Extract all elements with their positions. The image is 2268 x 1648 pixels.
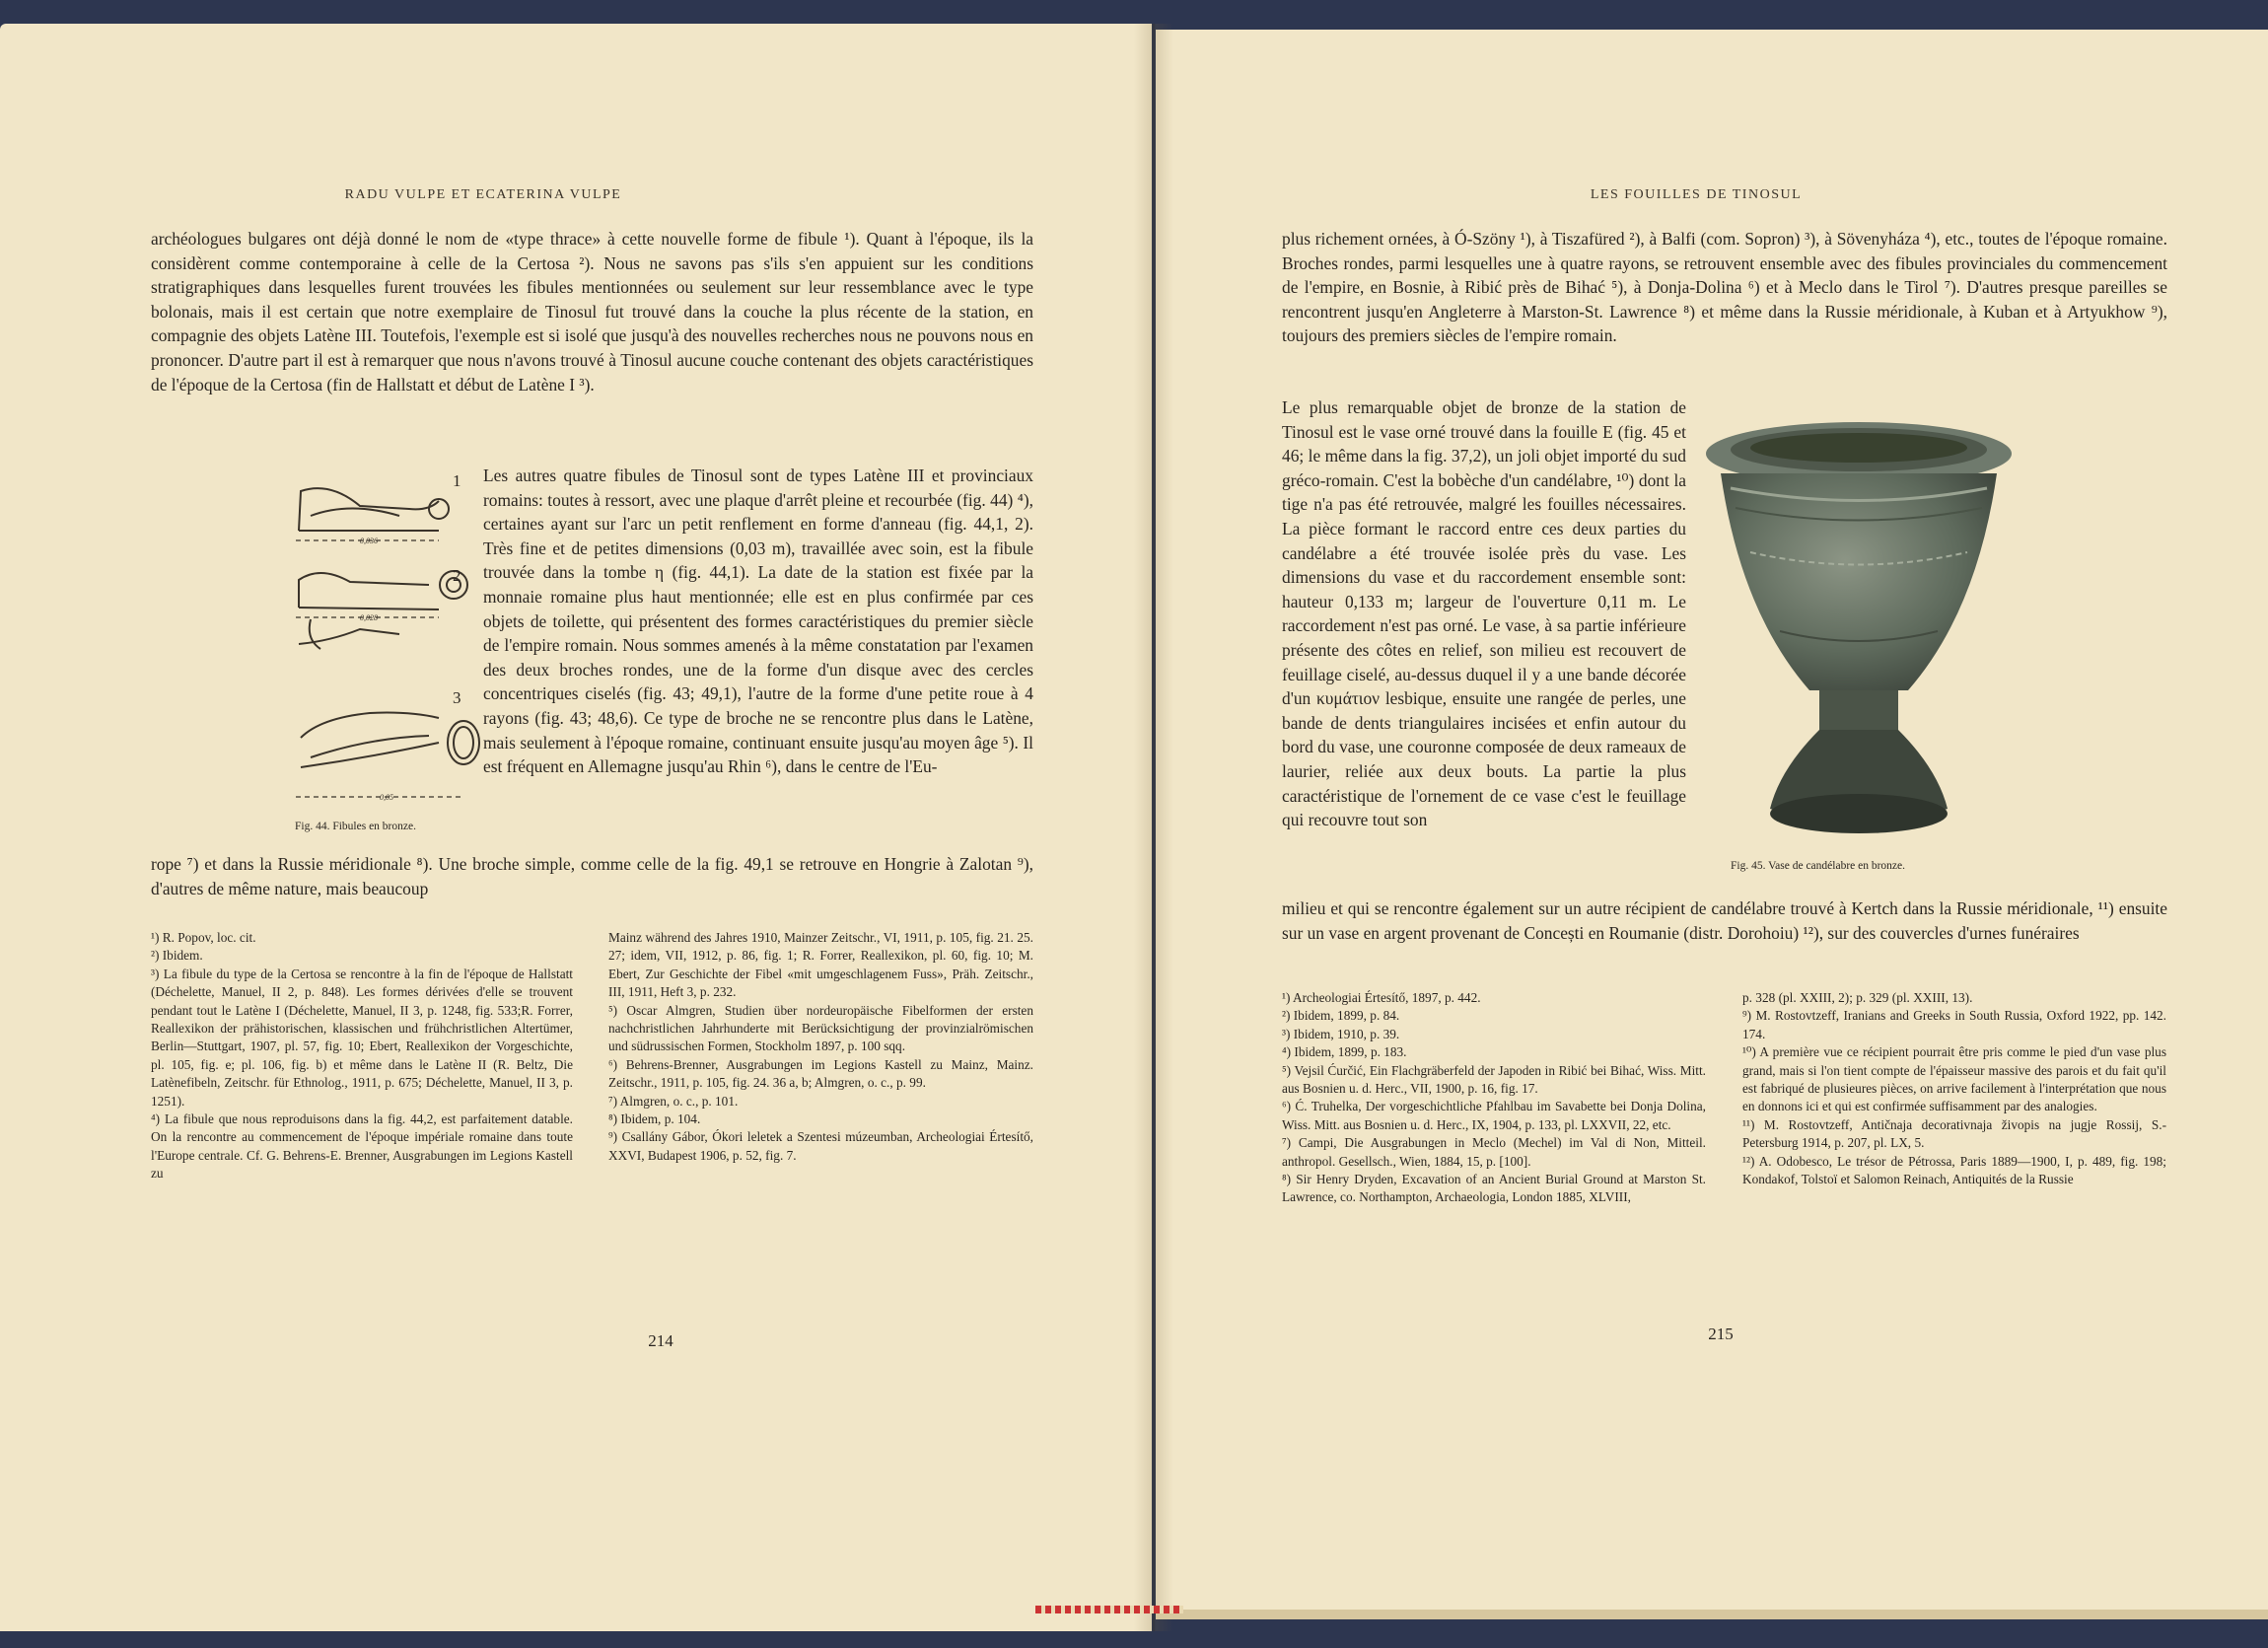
page-number-left: 214: [648, 1331, 673, 1350]
footnote: ³) La fibule du type de la Certosa se rencontre à la fin de l'époque de Hallstatt (Déchelette, Manuel, II 2, p. 848). Les formes dérivées d'elle se trouvent pendant tout le Latène I (Déchelette, Manuel, II 3, p. 1248, fig. 533;R. Forrer, Reallexikon der prähistorischen, klassischen und frühchristlichen Altertümer, Berlin—Stuttgart, 1907, pl. 57, fig. 10; Ebert, Reallexikon der Vorgeschichte, pl. 105, fig. e; pl. 106, fig. b) et même dans le Latène II (R. Beltz, Die Latènefibeln, Zeitschr. für Ethnolog., 1911, p. 675; Déchelette, Manuel, II 3, p. 1251).: [151, 966, 573, 1109]
footnote: ¹) R. Popov, loc. cit.: [151, 930, 256, 945]
footnote: ²) Ibidem.: [151, 948, 203, 964]
page-number-right: 215: [1708, 1325, 1734, 1343]
footnote: ¹²) A. Odobesco, Le trésor de Pétrossa, Paris 1889—1900, I, p. 489, fig. 198; Kondakof, Tolstoï et Salomon Reinach, Antiquités de la Russie: [1742, 1153, 2166, 1187]
figure-45-vase-photo: [1701, 414, 2017, 848]
footnote: ⁵) Oscar Almgren, Studien über nordeuropäische Fibelformen der ersten nachchristlichen Jahrhunderte mit Berücksichtigung der provinzialrömischen und südrussischen Formen, Stockholm 1897, p. 100 sqq.: [608, 1002, 1033, 1054]
footnote: Mainz während des Jahres 1910, Mainzer Zeitschr., VI, 1911, p. 105, fig. 21. 25. 27; idem, VII, 1912, p. 86, fig. 1; R. Forrer, Reallexikon, pl. 60, fig. 10; M. Ebert, Zur Geschichte der Fibel «mit umgeschlagenem Fuss», Präh. Zeitschr., III, 1911, Heft 3, p. 232.: [608, 930, 1033, 1000]
footnote: ⁶) Ć. Truhelka, Der vorgeschichtliche Pfahlbau im Savabette bei Donja Dolina, Wiss. Mitt. aus Bosnien u. d. Herc., IX, 1904, p. 133, pl. LXXVII, 22, etc.: [1282, 1099, 1706, 1132]
fig44-scale-3: 0,05: [380, 793, 393, 802]
page-edge: [1156, 1610, 2268, 1619]
footnote: ⁹) M. Rostovtzeff, Iranians and Greeks in South Russia, Oxford 1922, pp. 142. 174.: [1742, 1008, 2166, 1041]
right-footnotes-col2: [1742, 989, 2166, 1188]
footnote: ¹) Archeologiai Értesítő, 1897, p. 442.: [1282, 990, 1481, 1005]
right-body-top: plus richement ornées, à Ó-Szöny ¹), à Tiszafüred ²), à Balfi (com. Sopron) ³), à Sövenyháza ⁴), etc., toutes de l'époque romaine. Broches rondes, parmi lesquelles une à quatre rayons, se retrouvent ensemble avec des fibules provinciales du commencement de l'empire, en Bosnie, à Ribić près de Bihać ⁵), à Donja-Dolina ⁶) et à Meclo dans le Tirol ⁷). D'autres presque pareilles se rencontrent jusqu'en Angleterre à Marston-St. Lawrence ⁸) et même dans la Russie méridionale, à Kuban et à Artyukhow ⁹), toujours des premiers siècles de l'empire romain.: [1282, 229, 2167, 346]
footnote: ⁶) Behrens-Brenner, Ausgrabungen im Legions Kastell zu Mainz, Mainz. Zeitschr., 1911, p. 105, fig. 24. 36 a, b; Almgren, o. c., p. 99.: [608, 1056, 1033, 1091]
left-footnotes-col1: [151, 929, 573, 1183]
running-head-left: RADU VULPE ET ECATERINA VULPE: [344, 187, 622, 202]
figure-44-caption: Fig. 44. Fibules en bronze.: [295, 821, 416, 832]
footnote: ⁹) Csallány Gábor, Ókori leletek a Szentesi múzeumban, Archeologiai Értesítő, XXVI, Budapest 1906, p. 52, fig. 7.: [608, 1129, 1033, 1163]
right-body-bottom: milieu et qui se rencontre également sur un autre récipient de candélabre trouvé à Kertch dans la Russie méridionale, ¹¹) ensuite sur un vase en argent provenant de Concești en Roumanie (distr. Dorohoiu) ¹²), sur des couvercles d'urnes funéraires: [1282, 898, 2167, 943]
footnote: ⁴) La fibule que nous reproduisons dans la fig. 44,2, est parfaitement datable. On la rencontre au commencement de l'époque impériale romaine dans toute l'Europe centrale. Cf. G. Behrens-E. Brenner, Ausgrabungen im Legions Kastell zu: [151, 1111, 573, 1182]
fig44-number-1: 1: [453, 471, 461, 490]
running-head-right: LES FOUILLES DE TINOSUL: [1590, 187, 1803, 202]
footnote: p. 328 (pl. XXIII, 2); p. 329 (pl. XXIII, 13).: [1742, 990, 1973, 1005]
footnote: ¹⁰) A première vue ce récipient pourrait être pris comme le pied d'un vase plus grand, mais si l'on tient compte de l'épaisseur massive des parois et du fait qu'il est fabriqué de plusieures pièces, on arrive facilement à l'interprétation que nous en donnons ici et qui est confirmée suffisamment par des analogies.: [1742, 1044, 2166, 1114]
footnote: ⁵) Vejsil Ćurčić, Ein Flachgräberfeld der Japoden in Ribić bei Bihać, Wiss. Mitt. aus Bosnien u. d. Herc., VII, 1900, p. 16, fig. 17.: [1282, 1062, 1706, 1097]
footnote: ⁸) Ibidem, p. 104.: [608, 1111, 701, 1127]
left-body-wrap: Les autres quatre fibules de Tinosul sont de types Latène III et provinciaux romains: toutes à ressort, avec une plaque d'arrêt pleine et recourbée (fig. 44) ⁴), certaines ayant sur l'arc un petit renflement en forme d'anneau (fig. 44,1, 2). Très fine et de petites dimensions (0,03 m), travaillée avec soin, est la fibule trouvée dans la tombe η (fig. 44,1). La date de la station est fixée par la monnaie romaine plus haut mentionnée; elle est en plus confirmée par ces objets de toilette, qui présentent des formes caractéristiques du premier siècle de l'empire romain. Nous sommes amenés à la même constatation par l'examen des deux broches rondes, une de la forme d'un disque avec des cercles concentriques ciselés (fig. 43; 49,1), l'autre de la forme d'une petite roue à 4 rayons (fig. 43; 48,6). Ce type de broche ne se rencontre plus dans le Latène, mais seulement à l'époque romaine, continuant ensuite jusqu'au moyen âge ⁵). Il est fréquent en Allemagne jusqu'au Rhin ⁶), dans le centre de l'Eu-: [483, 466, 1033, 777]
footnote: ³) Ibidem, 1910, p. 39.: [1282, 1026, 1400, 1041]
figure-45-caption: Fig. 45. Vase de candélabre en bronze.: [1731, 860, 1906, 872]
left-body-bottom: rope ⁷) et dans la Russie méridionale ⁸). Une broche simple, comme celle de la fig. 49,1 se retrouve en Hongrie à Zalotan ⁹), d'autres de même nature, mais beaucoup: [151, 854, 1033, 898]
figure-44-fibulae: [291, 471, 483, 822]
fig44-scale-2: 0,028: [360, 613, 378, 622]
fig44-number-3: 3: [453, 688, 461, 707]
footnote: ¹¹) M. Rostovtzeff, Antičnaja decorativnaja živopis na jugje Rossij, S.-Petersburg 1914, p. 207, pl. LX, 5.: [1742, 1116, 2166, 1151]
fig44-number-2: 2: [453, 566, 461, 585]
footnote: ⁷) Campi, Die Ausgrabungen in Meclo (Mechel) im Val di Non, Mitteil. anthropol. Gesellsch., Wien, 1884, 15, p. [100].: [1282, 1135, 1706, 1169]
fig44-scale-1: 0,036: [360, 537, 378, 545]
footnote: ⁸) Sir Henry Dryden, Excavation of an Ancient Burial Ground at Marston St. Lawrence, co. Northampton, Archaeologia, London 1885, XLVIII,: [1282, 1172, 1706, 1205]
left-body-top: archéologues bulgares ont déjà donné le nom de «type thrace» à cette nouvelle forme de fibule ¹). Quant à l'époque, ils la considèrent comme contemporaine à celle de la Certosa ²). Nous ne savons pas s'ils s'en appuient sur les conditions stratigraphiques dans lesquelles furent trouvées les fibules mentionnées ou seulement sur leur ressemblance avec le type bolonais, mais il est certain que notre exemplaire de Tinosul fut trouvé dans la couche la plus récente de la station, en compagnie des objets Latène III. Toutefois, l'exemple est si isolé que jusqu'à des nouvelles recherches nous ne pouvons nous en prononcer. D'autre part il est à remarquer que nous n'avons trouvé à Tinosul aucune couche contenant des objets caractéristiques de l'époque de la Certosa (fin de Hallstatt et début de Latène I ³).: [151, 229, 1033, 394]
bookmark-ribbon: [1035, 1606, 1183, 1613]
right-body-wrap: Le plus remarquable objet de bronze de la station de Tinosul est le vase orné trouvé dans la fouille E (fig. 45 et 46; le même dans la fig. 37,2), un joli objet importé du sud gréco-romain. C'est la bobèche d'un candélabre, ¹⁰) dont la tige n'a pas été retrouvée, malgré les fouilles nécessaires. La pièce formant le raccord entre ces deux parties du candélabre a été trouvée isolée près du vase. Les dimensions du vase et du raccordement ensemble sont: hauteur 0,133 m; largeur de l'ouverture 0,11 m. Le raccordement n'est pas orné. Le vase, à sa partie inférieure présente des côtes en relief, son milieu est recouvert de feuillage ciselé, au-dessus duquel il y a une bande décorée d'un κυμάτιον lesbique, ensuite une rangée de perles, une bande de dents triangulaires incisées et enfin autour du bord du vase, une couronne composée de deux rameaux de laurier, reliée aux deux bouts. La partie la plus caractéristique de l'ornement de ce vase c'est le feuillage qui recouvre tout son: [1282, 397, 1686, 830]
right-footnotes-col1: [1282, 989, 1706, 1207]
footnote: ²) Ibidem, 1899, p. 84.: [1282, 1008, 1400, 1024]
book-gutter: [1134, 24, 1173, 1631]
left-footnotes-col2: [608, 929, 1033, 1165]
footnote: ⁴) Ibidem, 1899, p. 183.: [1282, 1044, 1407, 1060]
footnote: ⁷) Almgren, o. c., p. 101.: [608, 1093, 739, 1109]
